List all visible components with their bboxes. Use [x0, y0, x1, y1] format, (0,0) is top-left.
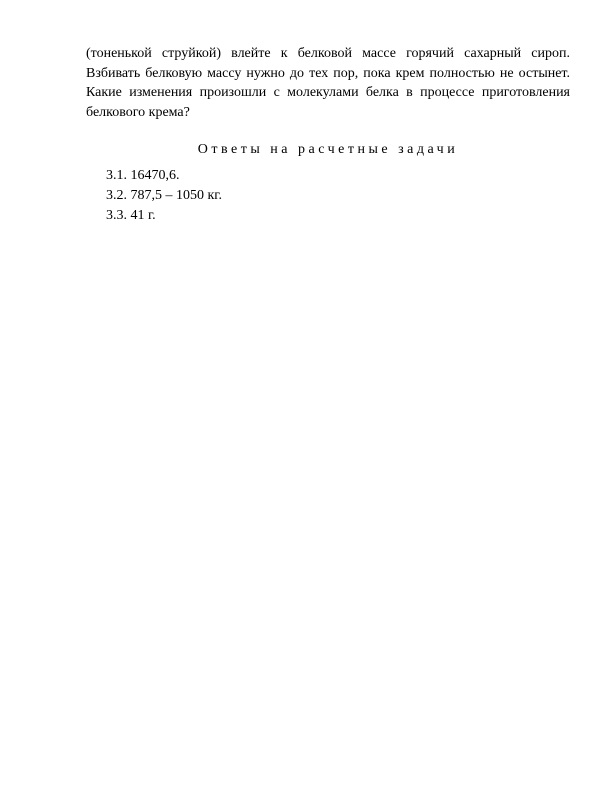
body-paragraph — [86, 44, 570, 122]
answers-list — [106, 166, 222, 226]
paragraph-line: Взбивать белковую массу нужно до тех пор, пока крем полностью не остынет. — [86, 65, 570, 81]
section-heading: Ответы на расчетные задачи — [197, 142, 459, 157]
answer-item: 3.2. 787,5 – 1050 кг. — [106, 188, 222, 203]
answer-item: 3.1. 16470,6. — [106, 168, 180, 183]
paragraph-line: белкового крема? — [86, 104, 190, 120]
paragraph-line: Какие изменения произошли с молекулами белка в процессе приготовления — [86, 85, 570, 100]
paragraph-line: (тоненькой струйкой) влейте к белковой массе горячий сахарный сироп. — [86, 46, 570, 61]
answer-item: 3.3. 41 г. — [106, 208, 156, 223]
